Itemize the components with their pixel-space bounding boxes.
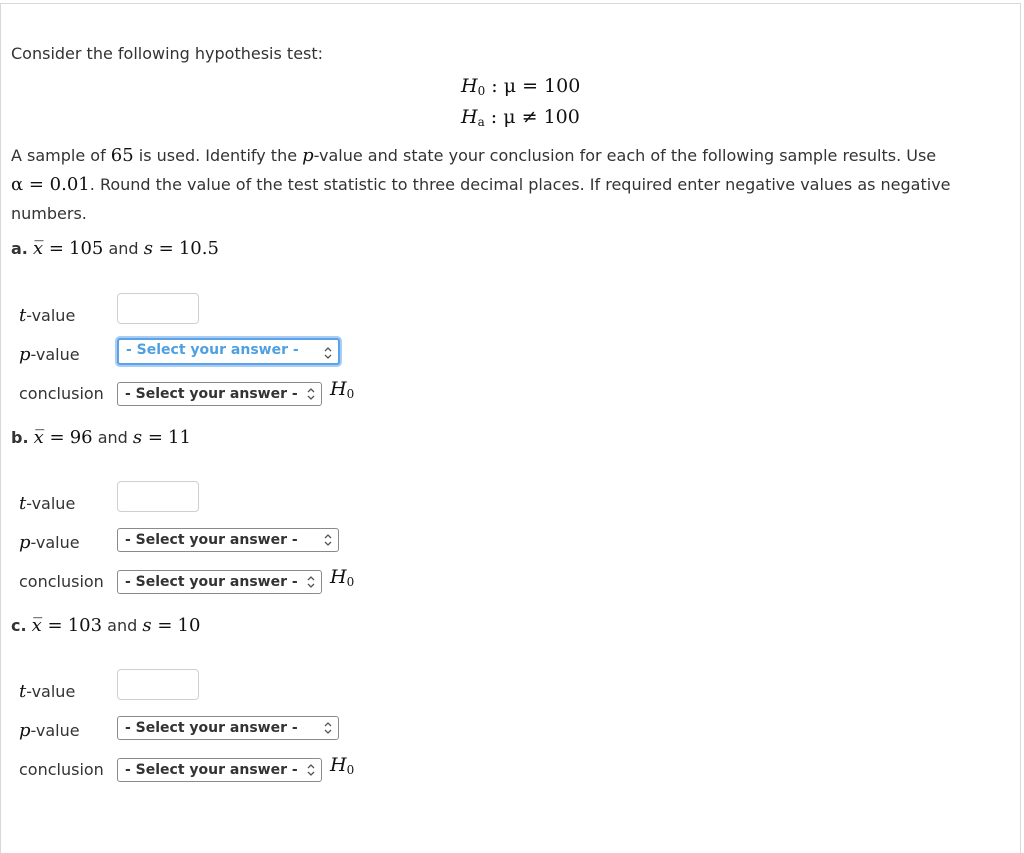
h0-suffix: $H_0$ — [330, 378, 355, 401]
chevron-updown-icon — [324, 721, 332, 735]
t-value-label: t-value — [19, 681, 76, 702]
instructions-line-3: numbers. — [11, 204, 87, 223]
t-value-input[interactable] — [117, 293, 199, 324]
intro-text: Consider the following hypothesis test: — [11, 44, 324, 63]
chevron-updown-icon — [324, 533, 332, 547]
chevron-updown-icon — [307, 763, 315, 777]
conclusion-select[interactable]: - Select your answer - — [117, 570, 322, 594]
p-value-select[interactable]: - Select your answer - — [117, 716, 339, 740]
p-value-label: p-value — [19, 720, 80, 741]
t-value-input[interactable] — [117, 481, 199, 512]
t-value-label: t-value — [19, 493, 76, 514]
t-value-input[interactable] — [117, 669, 199, 700]
part-a-heading: a. x̅ = 105 and s = 10.5 — [11, 238, 219, 259]
chevron-updown-icon — [307, 387, 315, 401]
p-value-label: p-value — [19, 532, 80, 553]
conclusion-label: conclusion — [19, 572, 104, 591]
p-value-select[interactable]: - Select your answer - — [117, 528, 339, 552]
conclusion-select[interactable]: - Select your answer - — [117, 758, 322, 782]
conclusion-label: conclusion — [19, 760, 104, 779]
conclusion-label: conclusion — [19, 384, 104, 403]
alternative-hypothesis: $H_a$ : μ ≠ 100 — [461, 106, 580, 129]
null-hypothesis: $H_0$ : μ = 100 — [461, 75, 581, 98]
part-c-heading: c. x̅ = 103 and s = 10 — [11, 615, 201, 636]
t-value-label: t-value — [19, 305, 76, 326]
instructions-line-2: α = 0.01. Round the value of the test statistic to three decimal places. If required enter negative values as negative — [11, 174, 951, 195]
chevron-updown-icon — [324, 346, 332, 360]
chevron-updown-icon — [307, 575, 315, 589]
part-b-heading: b. x̅ = 96 and s = 11 — [11, 427, 191, 448]
p-value-label: p-value — [19, 344, 80, 365]
h0-suffix: $H_0$ — [330, 566, 355, 589]
conclusion-select[interactable]: - Select your answer - — [117, 382, 322, 406]
instructions-line-1: A sample of 65 is used. Identify the p-value and state your conclusion for each of the following sample results. Use — [11, 145, 937, 166]
p-value-select[interactable]: - Select your answer - — [117, 338, 340, 365]
h0-suffix: $H_0$ — [330, 754, 355, 777]
